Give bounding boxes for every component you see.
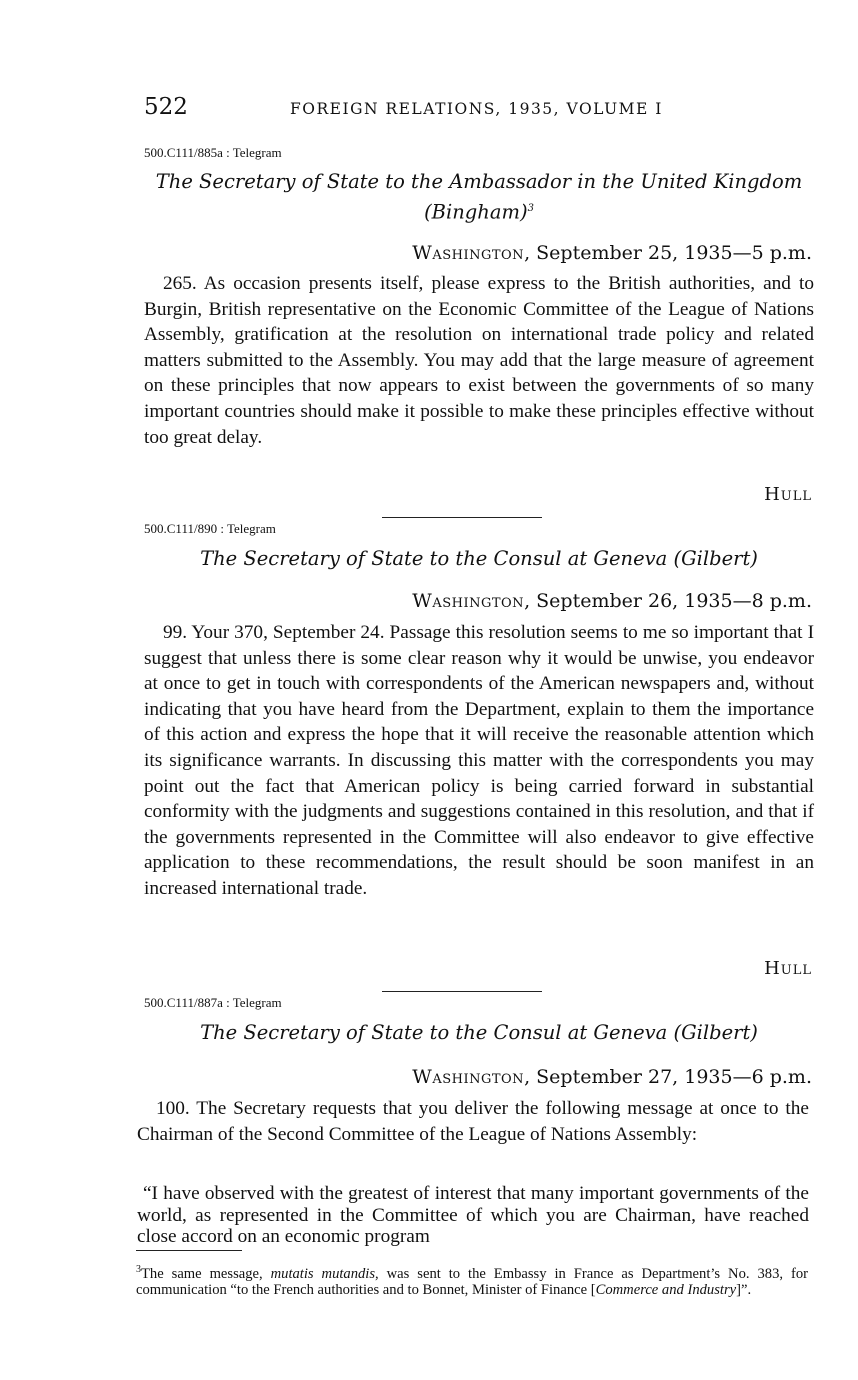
document-title [144, 1019, 814, 1046]
title-line: The Secretary of State to the Ambassador in the United Kingdom [155, 170, 803, 193]
page-number: 522 [144, 94, 188, 120]
page-header [144, 94, 814, 128]
place: Washington [412, 242, 525, 264]
footnote-italic: mutatis mutandis [270, 1265, 376, 1282]
footnote-italic: Commerce and Industry [595, 1282, 737, 1299]
date: , September 26, 1935—8 p.m. [524, 590, 812, 612]
signature: Hull [764, 484, 812, 505]
footnote-divider [136, 1250, 242, 1251]
title-line [144, 195, 814, 226]
file-reference: 500.C111/887a : Telegram [144, 995, 282, 1010]
section-divider [382, 991, 542, 992]
title-line: The Secretary of State to the Consul at Geneva (Gilbert) [200, 547, 758, 570]
telegram-body: 265. As occasion presents itself, please express to the British authorities, and to Burgin, British representative on the Economic Committee of the League of Nations Assembly, gratification at the resolution on international trade policy and related matters submitted to the Assembly. You may add that the large measure of agreement on these principles that now appears to exist between the governments of so many important countries should make it possible to make these principles effective without too great delay. [144, 273, 814, 448]
title-line: The Secretary of State to the Consul at Geneva (Gilbert) [200, 1021, 758, 1044]
footnote [136, 1262, 808, 1299]
file-reference: 500.C111/885a : Telegram [144, 145, 282, 160]
date: , September 27, 1935—6 p.m. [524, 1066, 812, 1088]
signature: Hull [764, 958, 812, 979]
section-divider [382, 517, 542, 518]
place: Washington [412, 590, 525, 612]
place-date [412, 1066, 812, 1088]
footnote-text: The same message, [141, 1265, 271, 1282]
document-title [144, 545, 814, 572]
footnote-mark: 3 [136, 1264, 141, 1275]
running-head: FOREIGN RELATIONS, 1935, VOLUME I [290, 100, 663, 118]
title-line-name: (Bingham) [424, 200, 528, 224]
place-date [412, 590, 812, 612]
footnote-mark: 3 [527, 203, 534, 214]
telegram-body: 100. The Secretary requests that you deliver the following message at once to the Chairman of the Second Committee of the League of Nations Assembly: [137, 1098, 809, 1145]
telegram-body: 99. Your 370, September 24. Passage this resolution seems to me so important that I suggest that unless there is some clear reason why it would be unwise, you endeavor at once to get in touch with correspondents of the American newspapers and, without indicating that you have heard from the Department, explain to them the importance of this action and express the hope that it will receive the reasonable attention which its significance warrants. In discussing this matter with the correspondents you may point out the fact that American policy is being carried forward in substantial conformity with the judgments and suggestions contained in this resolution, and that if the governments represented in the Committee will also endeavor to give effective application to these recommendations, the result should be soon manifest in an increased international trade. [144, 622, 814, 899]
place-date [412, 242, 812, 264]
document-title [144, 168, 814, 226]
date: , September 25, 1935—5 p.m. [524, 242, 812, 264]
footnote-text: ]”. [736, 1282, 752, 1299]
file-reference: 500.C111/890 : Telegram [144, 521, 276, 536]
quoted-message: “I have observed with the greatest of interest that many important governments of the world, as represented in the Committee of which you are Chairman, have reached close accord on an economic program [137, 1183, 809, 1247]
place: Washington [412, 1066, 525, 1088]
footnote-text: , was sent to the Embassy in France as Department’s No. 383, for communication “to the French authorities and to Bonnet, Minister of Finance [ [136, 1265, 808, 1299]
